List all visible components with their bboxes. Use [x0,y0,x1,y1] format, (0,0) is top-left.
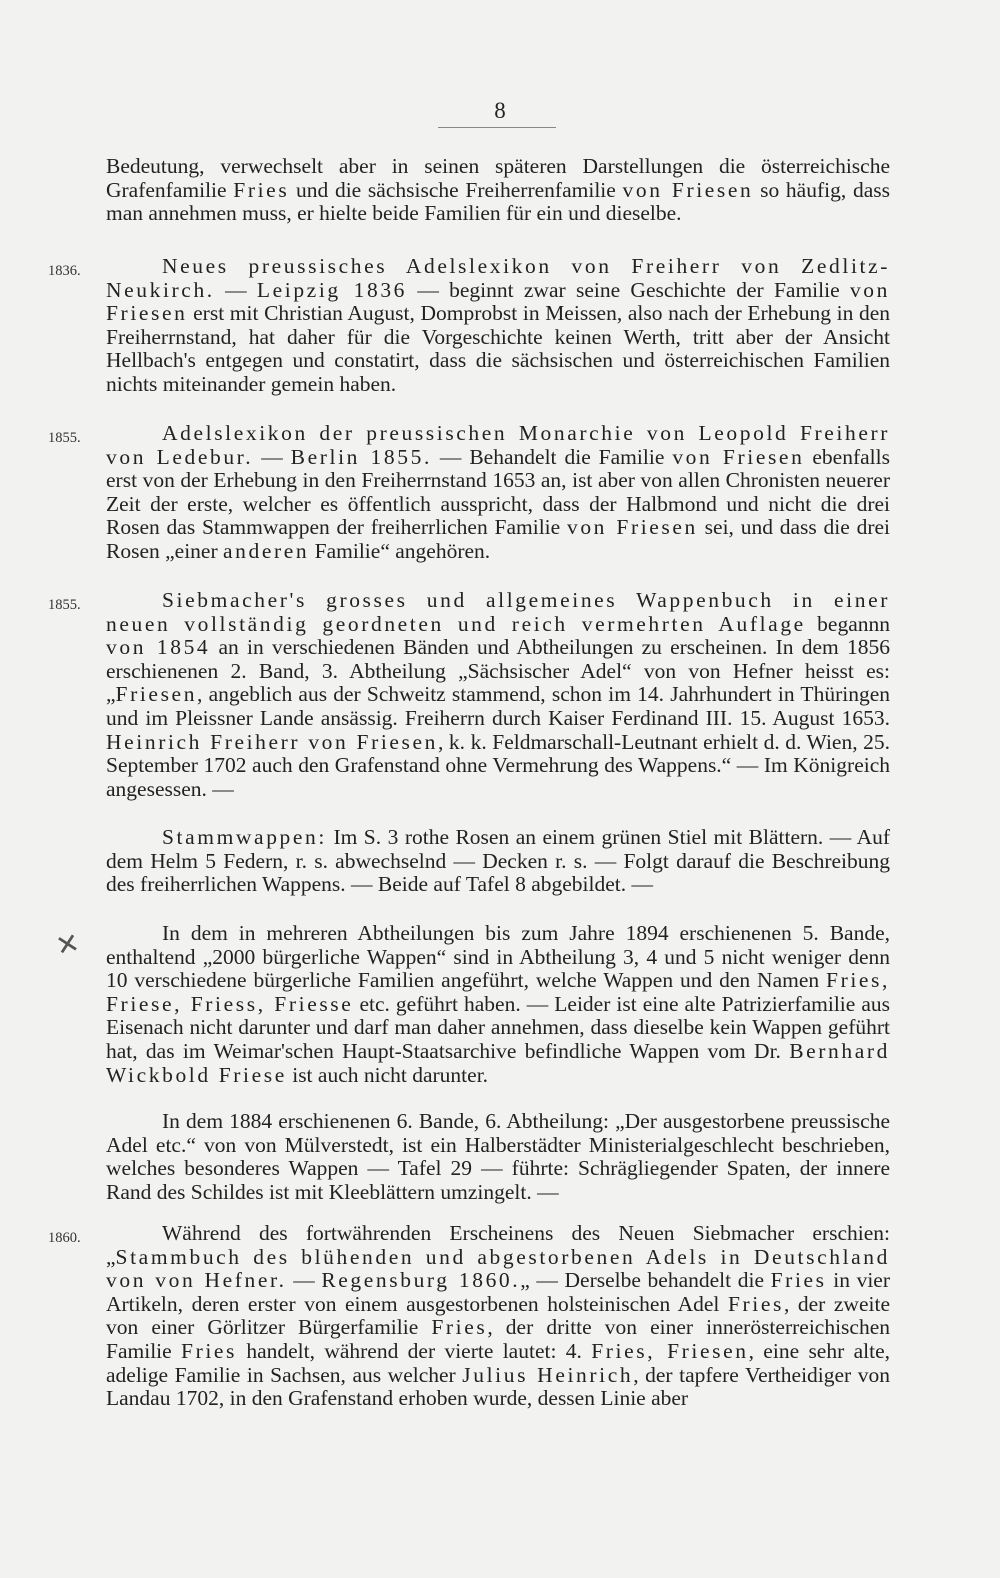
text-run: etc. geführt haben. — Leider ist eine alte Patrizierfamilie aus Eisenach nicht darunter und darf man daher annehmen, dass dieselbe kein Wappen geführt hat, das im Weimar'schen Haupt-Staatsarchive befindliche Wappen vom Dr. [106,991,891,1063]
text-run: und die sächsische Freiherrenfamilie [289,177,623,202]
text-run: — beginnt zwar seine Geschichte der Familie [407,277,850,302]
spaced-text: Berlin 1855. [290,444,432,469]
paragraph-7 [106,1222,890,1411]
paragraph-3 [106,589,890,801]
text-run: In dem in mehreren Abtheilungen bis zum Jahre 1894 erschienenen 5. Bande, enthaltend „2000 bürgerliche Wappen“ sind in Abtheilung 3, 4 und 5 nicht weniger denn 10 verschiedene bürgerliche Familien angeführt, welche Wappen und den Namen [106,921,890,993]
spaced-text: Fries [431,1315,488,1340]
text-run: an in verschiedenen Bänden und Abtheilungen zu erscheinen. In dem 1856 erschienenen 2. Band, 3. Abtheilung „Sächsischer Adel“ von von Hefner heisst es: „ [106,635,890,707]
spaced-text: Fries [770,1268,827,1293]
text-run: — [214,277,257,302]
paragraph-5 [106,922,890,1087]
text-run: , der dritte von einer innerösterreichischen Familie [106,1315,891,1363]
text-run: so häufig, dass man annehmen muss, er hielte beide Familien für ein und dieselbe. [106,177,890,226]
spaced-text: Fries, Friese, Friess, Friesse [106,968,890,1016]
spaced-text: Bernhard Wickbold Friese [106,1038,890,1087]
text-run: erst mit Christian August, Domprobst in Meissen, also nach der Erhebung in den Freiherrnstand, hat daher für die Vorgeschichte keinen Werth, tritt aber der Ansicht Hellbach's entgegen und constatirt, dass die sächsischen und österreichischen Familien nichts miteinander gemein haben. [106,301,890,396]
spaced-text: von Friesen [106,277,890,326]
text-run: , eine sehr alte, adelige Familie in Sachsen, aus welcher [106,1338,890,1387]
spaced-text: von Friesen [672,444,805,469]
year-marker-1855-a: 1855. [48,430,81,446]
spaced-text: anderen [223,538,310,563]
text-run: — [253,444,291,469]
paragraph-4 [106,826,890,897]
spaced-text: Stammwappen: [162,825,327,849]
spaced-text: Fries [181,1338,238,1363]
paragraph-0 [106,155,890,226]
text-run: — [286,1268,322,1293]
text-run: Während des fortwährenden Erscheinens des Neuen Siebmacher erschien: „ [106,1221,890,1269]
text-run: „ — Derselbe behandelt die [520,1268,771,1293]
spaced-text: von 1854 [106,635,211,660]
spaced-text: Stammbuch des blühenden und abgestorbenen Adels in Deutschland von von Hefner. [106,1244,890,1293]
text-run: Familie“ angehören. [309,538,491,563]
year-marker-1836: 1836. [48,263,81,279]
spaced-text: Siebmacher's grosses und allgemeines Wappenbuch in einer neuen vollständig geordneten und reich vermehrten Auflage [106,588,890,636]
text-run: begannn [805,611,890,636]
text-run: sei, und dass die drei Rosen „einer [106,515,890,563]
paragraph-6 [106,1110,890,1204]
text-run: , der zweite von einer Görlitzer Bürgerfamilie [106,1291,890,1340]
text-run: Im S. 3 rothe Rosen an einem grünen Stiel mit Blättern. — Auf dem Helm 5 Federn, r. s. abwechselnd — Decken r. s. — Folgt darauf die Beschreibung des freiherrlichen Wappens. — Beide auf Tafel 8 abgebildet. — [106,825,890,897]
text-run: In dem 1884 erschienenen 6. Bande, 6. Abtheilung: „Der ausgestorbene preussische Adel etc.“ von von Mülverstedt, ist ein Halberstädter Ministerialgeschlecht beschrieben, welches besonderes Wappen — Tafel 29 — führte: Schrägliegender Spaten, der innere Rand des Schildes ist mit Kleeblättern umzingelt. — [106,1109,890,1204]
spaced-text: von Friesen [622,177,754,202]
year-marker-1855-b: 1855. [48,597,81,613]
page-number: 8 [494,98,506,123]
paragraph-1 [106,255,890,397]
margin-mark-icon: ✕ [53,927,83,964]
text-run: , angeblich aus der Schweitz stammend, schon im 14. Jahrhundert in Thüringen und im Pleissner Lande ansässig. Freiherrn durch Kaiser Ferdinand III. 15. August 1653. [106,682,890,730]
spaced-text: Fries, Friesen [591,1338,749,1363]
text-run: ist auch nicht darunter. [286,1062,489,1087]
text-run: in vier Artikeln, deren erster von einem ausgestorbenen holsteinischen Adel [106,1268,891,1316]
year-marker-1860: 1860. [48,1230,81,1246]
text-run: — Behandelt die Familie [431,444,673,469]
spaced-text: Neues preussisches Adelslexikon von Freiherr von Zedlitz-Neukirch. [106,254,890,302]
spaced-text: Heinrich Freiherr von Friesen [106,729,439,754]
paragraph-2 [106,422,890,564]
spaced-text: Julius Heinrich [462,1362,634,1387]
spaced-text: Fries [233,177,290,202]
spaced-text: von Friesen [566,515,698,540]
header-rule [438,127,556,128]
spaced-text: Adelslexikon der preussischen Monarchie von Leopold Freiherr von Ledebur. [106,421,890,469]
spaced-text: Leipzig 1836 [256,277,408,302]
text-run: , der tapfere Vertheidiger von Landau 1702, in den Grafenstand erhoben wurde, dessen Linie aber [106,1362,891,1411]
text-run: , k. k. Feldmarschall-Leutnant erhielt d. d. Wien, 25. September 1702 auch den Grafenstand ohne Vermehrung des Wappens.“ — Im Königreich angesessen. — [106,729,891,801]
text-run: Bedeutung, verwechselt aber in seinen späteren Darstellungen die österreichische Grafenfamilie [106,154,890,202]
spaced-text: Regensburg 1860. [321,1268,521,1293]
spaced-text: Fries [727,1291,784,1316]
text-run: ebenfalls erst von der Erhebung in den Freiherrnstand 1653 an, ist aber von allen Chronisten neuerer Zeit der erste, welcher es öffentlich ausspricht, dass der Halbmond und nicht die drei Rosen das Stammwappen der freiherrlichen Familie [106,444,890,540]
spaced-text: Friesen [115,682,198,707]
text-run: handelt, während der vierte lautet: 4. [237,1338,592,1363]
